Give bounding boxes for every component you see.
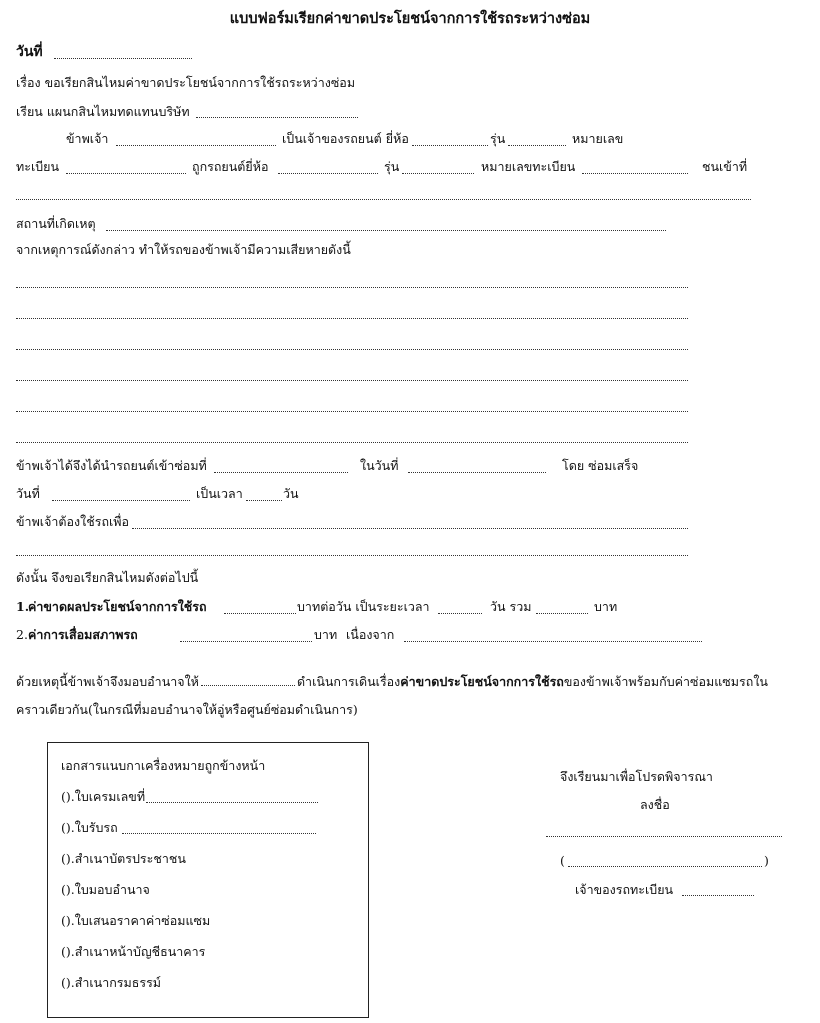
item1-days-field[interactable] — [438, 613, 482, 614]
days-label: วัน — [283, 486, 299, 501]
item1-total-field[interactable] — [536, 613, 588, 614]
registration-label: ทะเบียน — [16, 159, 60, 174]
item1-days-total: วัน รวม — [490, 599, 532, 614]
attachment-item[interactable]: ().สำเนาบัตรประชาชน — [61, 851, 186, 866]
form-title: แบบฟอร์มเรียกค่าขาดประโยชน์จากการใช้รถระหว่างซ่อม — [229, 10, 591, 27]
authority-name-field[interactable] — [201, 685, 295, 686]
number-label: หมายเลข — [572, 131, 624, 146]
hit-brand-field[interactable] — [278, 173, 378, 174]
completed-label: โดย ซ่อมเสร็จ — [562, 458, 639, 473]
item1-rate-field[interactable] — [224, 613, 296, 614]
subject-line: เรื่อง ขอเรียกสินไหมค่าขาดประโยชน์จากการใช้รถระหว่างซ่อม — [16, 75, 356, 90]
damage-line[interactable] — [16, 411, 688, 412]
item1-label: ค่าขาดผลประโยชน์จากการใช้รถ — [28, 599, 207, 614]
hit-brand-label: ถูกรถยนต์ยี่ห้อ — [192, 159, 269, 174]
authority-line — [16, 674, 768, 689]
completed-date-label: วันที่ — [16, 486, 40, 501]
need-car-label: ข้าพเจ้าต้องใช้รถเพื่อ — [16, 514, 130, 529]
owner-reg-field[interactable] — [682, 895, 754, 896]
repair-shop-field[interactable] — [214, 472, 348, 473]
repair-date-field[interactable] — [408, 472, 546, 473]
collision-detail-field[interactable] — [16, 199, 751, 200]
plate-label: หมายเลขทะเบียน — [481, 159, 576, 174]
item2-num: 2. — [16, 627, 28, 642]
item2-baht: บาท — [314, 627, 338, 642]
need-car-field-2[interactable] — [16, 555, 688, 556]
attachment-item[interactable]: ().ใบเสนอราคาค่าซ่อมแซม — [61, 913, 211, 928]
receipt-field[interactable] — [122, 833, 316, 834]
authority-text-d: ของข้าพเจ้าพร้อมกับค่าซ่อมแซมรถใน — [563, 674, 768, 689]
i-am-label: ข้าพเจ้า — [66, 131, 109, 146]
item2-because: เนื่องจาก — [346, 627, 395, 642]
item1-num: 1. — [16, 599, 30, 614]
paren-close: ) — [764, 853, 769, 868]
attachment-item[interactable]: ().ใบรับรถ — [61, 820, 118, 835]
date-label: วันที่ — [16, 44, 43, 60]
place-label: สถานที่เกิดเหตุ — [16, 216, 96, 231]
item2-label: ค่าการเสื่อมสภาพรถ — [28, 627, 138, 642]
printed-name-field[interactable] — [568, 866, 762, 867]
attachments-title: เอกสารแนบกาเครื่องหมายถูกข้างหน้า — [61, 758, 266, 773]
sign-label: ลงชื่อ — [640, 797, 670, 812]
model-field[interactable] — [508, 145, 566, 146]
completed-date-field[interactable] — [52, 500, 190, 501]
claim-intro: ดังนั้น จึงขอเรียกสินไหมดังต่อไปนี้ — [16, 570, 199, 585]
damage-line[interactable] — [16, 349, 688, 350]
paren-open: ( — [560, 853, 565, 868]
model-label: รุ่น — [490, 131, 506, 146]
closing-text: จึงเรียนมาเพื่อโปรดพิจารณา — [560, 769, 713, 784]
brand-field[interactable] — [412, 145, 488, 146]
owner-reg-label: เจ้าของรถทะเบียน — [575, 882, 674, 897]
name-field[interactable] — [116, 145, 276, 146]
item1-baht: บาท — [594, 599, 618, 614]
authority-text-b: ดำเนินการเดินเรื่อง — [296, 674, 401, 689]
duration-label: เป็นเวลา — [196, 486, 243, 501]
collided-label: ชนเข้าที่ — [702, 159, 748, 174]
damage-line[interactable] — [16, 287, 688, 288]
hit-model-label: รุ่น — [384, 159, 400, 174]
authority-text-a: ด้วยเหตุนี้ข้าพเจ้าจึงมอบอำนาจให้ — [16, 674, 199, 689]
item1-per-day: บาทต่อวัน เป็นระยะเวลา — [297, 599, 430, 614]
authority-text-c: ค่าขาดประโยชน์จากการใช้รถ — [400, 674, 564, 689]
item2-reason-field[interactable] — [404, 641, 702, 642]
attachment-item[interactable]: ().ใบมอบอำนาจ — [61, 882, 150, 897]
need-car-field[interactable] — [132, 528, 688, 529]
plate-field[interactable] — [582, 173, 688, 174]
damage-line[interactable] — [16, 380, 688, 381]
date-field[interactable] — [54, 58, 192, 59]
item2-amount-field[interactable] — [180, 641, 312, 642]
hit-model-field[interactable] — [402, 173, 474, 174]
attachment-item[interactable]: ().สำเนากรมธรรม์ — [61, 975, 162, 990]
owner-brand-label: เป็นเจ้าของรถยนต์ ยี่ห้อ — [282, 131, 409, 146]
recipient-line: เรียน แผนกสินไหมทดแทนบริษัท — [16, 104, 190, 119]
authority-line-2: คราวเดียวกัน(ในกรณีที่มอบอำนาจให้อู่หรือศูนย์ซ่อมดำเนินการ) — [16, 702, 358, 717]
repair-date-label: ในวันที่ — [360, 458, 399, 473]
place-field[interactable] — [106, 230, 666, 231]
signature-field[interactable] — [546, 836, 782, 837]
attachment-item[interactable]: ().สำเนาหน้าบัญชีธนาคาร — [61, 944, 206, 959]
duration-field[interactable] — [246, 500, 282, 501]
damage-intro: จากเหตุการณ์ดังกล่าว ทำให้รถของข้าพเจ้ามีความเสียหายดังนี้ — [16, 242, 351, 257]
claim-no-field[interactable] — [146, 802, 318, 803]
registration-field[interactable] — [66, 173, 186, 174]
company-field[interactable] — [196, 117, 358, 118]
repair-shop-label: ข้าพเจ้าได้จึงได้นำรถยนต์เข้าซ่อมที่ — [16, 458, 207, 473]
attachment-item[interactable]: ().ใบเครมเลขที่ — [61, 789, 146, 804]
damage-line[interactable] — [16, 318, 688, 319]
damage-line[interactable] — [16, 442, 688, 443]
